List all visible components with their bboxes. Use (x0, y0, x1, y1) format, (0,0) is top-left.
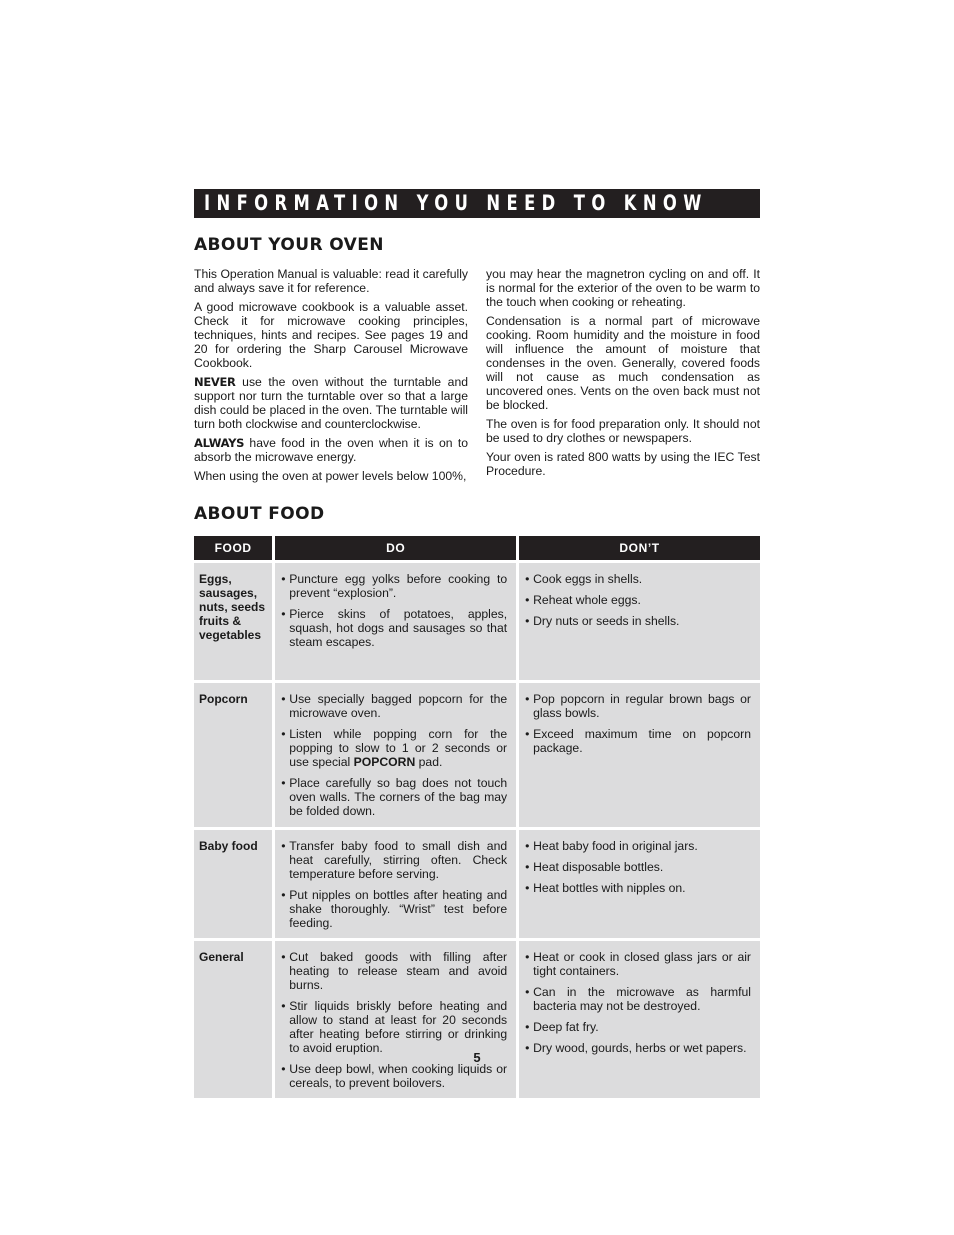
list-item: • Cut baked goods with filling after heating to release steam and avoid burns. (281, 950, 507, 992)
do-cell (275, 683, 516, 827)
food-name-popcorn: Popcorn (199, 692, 248, 706)
column-header-dont: DON’T (519, 536, 760, 560)
list-item: • Reheat whole eggs. (525, 593, 751, 607)
dont-list (519, 563, 760, 636)
list-item: • Cook eggs in shells. (525, 572, 751, 586)
oven-paragraph: Your oven is rated 800 watts by using the IEC Test Procedure. (486, 450, 760, 478)
list-item: • Deep fat fry. (525, 1020, 751, 1034)
section-banner (194, 189, 760, 218)
about-oven-columns (194, 267, 760, 488)
banner-title: INFORMATION YOU NEED TO KNOW (204, 191, 708, 215)
dont-cell (519, 563, 760, 680)
do-cell (275, 830, 516, 938)
oven-paragraph (194, 436, 468, 464)
food-cell (194, 563, 272, 680)
food-name-baby: Baby food (199, 839, 258, 853)
manual-page (194, 189, 760, 1101)
list-item: • Transfer baby food to small dish and heat carefully, stirring often. Check temperature before serving. (281, 839, 507, 881)
food-name-general: General (199, 950, 244, 964)
list-item (281, 727, 507, 769)
do-list (275, 683, 516, 826)
oven-paragraph (194, 375, 468, 431)
list-item: • Use deep bowl, when cooking liquids or cereals, to prevent boilovers. (281, 1062, 507, 1090)
table-row (194, 563, 760, 680)
food-cell (194, 941, 272, 1098)
never-text: use the oven without the turntable and support nor turn the turntable over so that a large dish could be placed in the oven. The turntable will turn both clockwise and counterclockwise. (194, 375, 468, 431)
page-number: 5 (473, 1050, 481, 1065)
table-row (194, 683, 760, 827)
do-cell (275, 563, 516, 680)
table-header-row (194, 536, 760, 560)
list-item: • Put nipples on bottles after heating and shake thoroughly. “Wrist” test before feeding. (281, 888, 507, 930)
dont-list (519, 830, 760, 903)
list-item: • Place carefully so bag does not touch oven walls. The corners of the bag may be folded down. (281, 776, 507, 818)
food-cell (194, 683, 272, 827)
oven-paragraph: This Operation Manual is valuable: read it carefully and always save it for reference. (194, 267, 468, 295)
do-cell (275, 941, 516, 1098)
oven-paragraph: you may hear the magnetron cycling on and off. It is normal for the exterior of the oven to be warm to the touch when cooking or reheating. (486, 267, 760, 309)
about-oven-right-column (486, 267, 760, 488)
always-text: have food in the oven when it is on to absorb the microwave energy. (194, 436, 468, 464)
oven-paragraph: When using the oven at power levels below 100%, (194, 469, 467, 483)
list-item: • Can in the microwave as harmful bacteria may not be destroyed. (525, 985, 751, 1013)
popcorn-tip-text: Listen while popping corn for the popping to slow to 1 or 2 seconds or use special (289, 727, 508, 769)
food-cell (194, 830, 272, 938)
always-lead-word: ALWAYS (194, 436, 245, 450)
list-item: • Heat baby food in original jars. (525, 839, 751, 853)
do-list (275, 830, 516, 938)
never-lead-word: NEVER (194, 375, 236, 389)
oven-paragraph: A good microwave cookbook is a valuable asset. Check it for microwave cooking principles, techniques, hints and recipes. See pages 19 and 20 for ordering the Sharp Carousel Microwave Cookbook. (194, 300, 468, 370)
do-list (275, 941, 516, 1098)
food-name-eggs: Eggs, sausages, nuts, seeds fruits & vegetables (199, 572, 266, 642)
table-row (194, 830, 760, 938)
dont-list (519, 941, 760, 1063)
list-item: • Use specially bagged popcorn for the microwave oven. (281, 692, 507, 720)
list-item: • Heat or cook in closed glass jars or air tight containers. (525, 950, 751, 978)
dont-list (519, 683, 760, 763)
list-item: • Puncture egg yolks before cooking to prevent “explosion”. (281, 572, 507, 600)
list-item: • Exceed maximum time on popcorn package. (525, 727, 751, 755)
list-item: • Pierce skins of potatoes, apples, squash, hot dogs and sausages so that steam escapes. (281, 607, 507, 649)
popcorn-tip-end: pad. (415, 755, 443, 769)
do-list (275, 563, 516, 657)
dont-cell (519, 941, 760, 1098)
about-oven-left-column (194, 267, 468, 488)
food-guidelines-table (191, 533, 763, 1101)
dont-cell (519, 683, 760, 827)
about-oven-heading: ABOUT YOUR OVEN (194, 235, 384, 255)
list-item: • Dry nuts or seeds in shells. (525, 614, 751, 628)
column-header-food: FOOD (194, 536, 272, 560)
list-item: • Heat bottles with nipples on. (525, 881, 751, 895)
dont-cell (519, 830, 760, 938)
popcorn-pad-name: POPCORN (353, 755, 416, 769)
table-row (194, 941, 760, 1098)
oven-paragraph: Condensation is a normal part of microwave cooking. Room humidity and the moisture in food will influence the amount of moisture that condenses in the oven. Generally, covered foods will not cause as much condensation as uncovered ones. Vents on the oven back must not be blocked. (486, 314, 760, 412)
about-food-heading: ABOUT FOOD (194, 504, 325, 524)
list-item: • Pop popcorn in regular brown bags or glass bowls. (525, 692, 751, 720)
oven-paragraph: The oven is for food preparation only. It should not be used to dry clothes or newspapers. (486, 417, 760, 445)
list-item: • Stir liquids briskly before heating and allow to stand at least for 20 seconds after heating before stirring or drinking to avoid eruption. (281, 999, 507, 1055)
list-item: • Dry wood, gourds, herbs or wet papers. (525, 1041, 751, 1055)
list-item: • Heat disposable bottles. (525, 860, 751, 874)
column-header-do: DO (275, 536, 516, 560)
